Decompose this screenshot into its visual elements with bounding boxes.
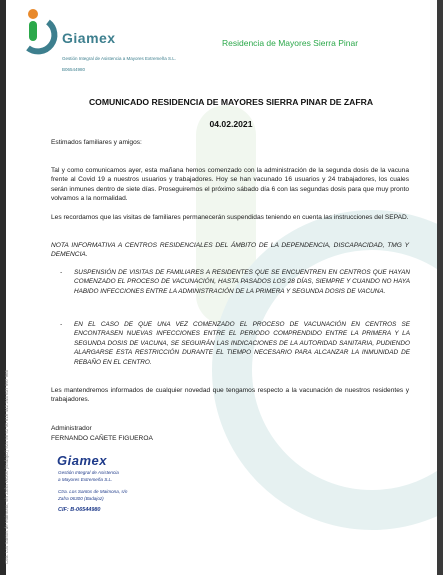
paragraph-3: Les mantendremos informados de cualquier novedad que tengamos respecto a la vacunación de nuestros residentes y trabajadores.: [51, 387, 409, 404]
greeting: Estimados familiares y amigos:: [51, 139, 142, 146]
brand-subtitle: Gestión Integral de Asistencia a Mayores Extremeña S.L.: [62, 56, 177, 61]
brand-cif: B06544980: [62, 67, 86, 72]
bullet-1-text: SUSPENSIÓN DE VISITAS DE FAMILIARES A RESIDENTES QUE SE ENCUENTREN EN CENTROS QUE HAYAN COMENZADO EL PROCESO DE VACUNACIÓN, HASTA PASADOS LOS 28 DÍAS, SIEMPRE Y CUANDO NO HAYA HABIDO INFECCIONES ENTRE LA ADMINISTRACIÓN DE LA PRIMERA Y SEGUNDA DOSIS DE VACUNA.: [74, 269, 410, 295]
brand-name: Giamex: [62, 30, 116, 46]
giamex-logo-icon: [22, 8, 62, 58]
stamp-cif: CIF: B-06544980: [58, 507, 101, 513]
signer-role: Administrador: [51, 425, 92, 432]
bullet-2: [60, 320, 410, 367]
document-title: COMUNICADO RESIDENCIA DE MAYORES SIERRA PINAR DE ZAFRA: [88, 97, 374, 107]
stamp-line-1: Gestión Integral de Asistencia: [58, 470, 119, 475]
page-edge: [437, 0, 443, 575]
bullet-dash: -: [60, 269, 63, 276]
paragraph-2: Les recordamos que las visitas de familiares permanecerán suspendidas teniendo en cuenta las instrucciones del SEPAD.: [51, 214, 409, 221]
stamp-name: Giamex: [57, 453, 107, 468]
informative-note: NOTA INFORMATIVA A CENTROS RESIDENCIALES DEL ÁMBITO DE LA DEPENDENCIA, DISCAPACIDAD, TMG Y DEMENCIA.: [51, 242, 409, 259]
stamp-line-3: Ctra. Los Santos de Maimona, s/n: [58, 489, 128, 494]
signer-name: FERNANDO CAÑETE FIGUEROA: [51, 435, 153, 442]
paragraph-1: Tal y como comunicamos ayer, esta mañana hemos comenzado con la administración de la segunda dosis de la vacuna frente al Covid 19 a nuestros usuarios y trabajadores. Hoy se han vacunado 16 usuarios y 24 trabajadores, los cuales serán inmunes dentro de siete días. Proseguiremos el próximo sábado día 6 con las segundas dosis para que muy pronto volvamos a la normalidad.: [51, 167, 409, 203]
document-date: 04.02.2021: [209, 119, 253, 129]
bullet-1: [60, 268, 410, 296]
side-address-text: Ctra. Los Santos de Maimona, s/n Zafra 06300 (Badajoz) 924 56 52 00 616 442 244 637 997 965: [4, 369, 9, 564]
residence-name: Residencia de Mayores Sierra Pinar: [222, 38, 359, 48]
bullet-2-text: EN EL CASO DE QUE UNA VEZ COMENZADO EL PROCESO DE VACUNACIÓN EN CENTROS SE ENCONTRASEN NUEVAS INFECCIONES ENTRE EL PERIODO COMPRENDIDO ENTRE LA PRIMERA Y LA SEGUNDA DOSIS DE VACUNA, SE SEGUIRÁN LAS INDICACIONES DE LA AUTORIDAD SANITARIA, PUDIENDO ALARGARSE ESTA RESTRICCIÓN DURANTE EL TIEMPO NECESARIO PARA ALCANZAR LA INMUNIDAD DE REBAÑO EN EL CENTRO.: [74, 321, 410, 366]
stamp-line-2: a Mayores Extremeña S.L.: [58, 477, 113, 482]
stamp-line-4: Zafra 06300 (Badajoz): [58, 496, 104, 501]
bullet-dash: -: [60, 321, 63, 328]
